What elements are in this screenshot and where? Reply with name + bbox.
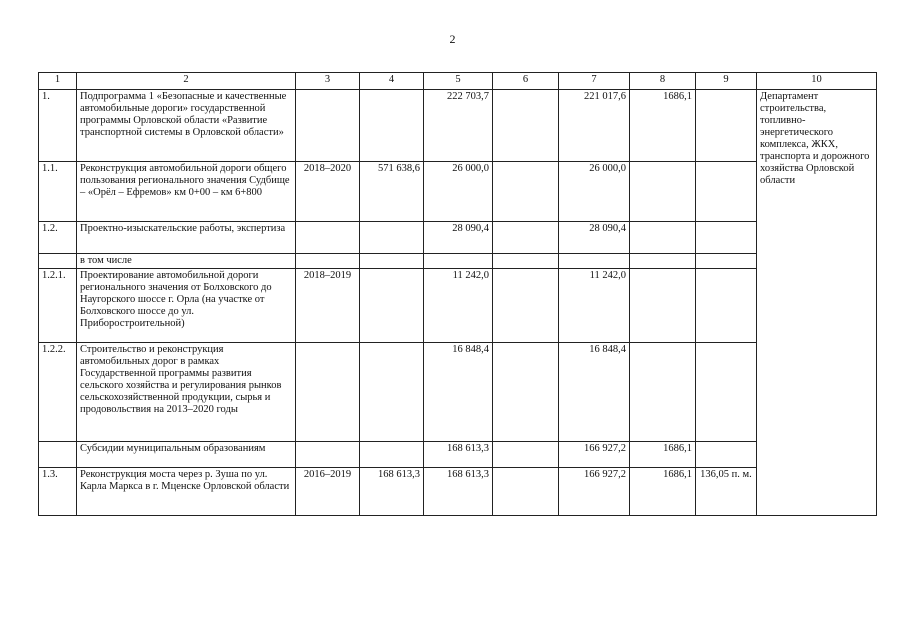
row-col8: 1686,1 bbox=[630, 468, 696, 516]
header-cell: 2 bbox=[77, 73, 296, 90]
row-col6 bbox=[493, 90, 559, 162]
row-col7: 221 017,6 bbox=[559, 90, 630, 162]
row-name: Строительство и реконструкция автомобильных дорог в рамках Государственной программы развития сельского хозяйства и регулирования рынков сельскохозяйственной продукции, сырья и продовольствия на 2013–2020 годы bbox=[77, 343, 296, 442]
row-col6 bbox=[493, 468, 559, 516]
row-col7: 28 090,4 bbox=[559, 222, 630, 254]
table-header-row bbox=[39, 73, 877, 90]
row-col5: 26 000,0 bbox=[424, 162, 493, 222]
row-number: 1.2.1. bbox=[39, 269, 77, 343]
row-period: 2018–2019 bbox=[296, 269, 360, 343]
table-row bbox=[39, 269, 877, 343]
row-name: Субсидии муниципальным образованиям bbox=[77, 442, 296, 468]
row-col4: 571 638,6 bbox=[360, 162, 424, 222]
row-col9 bbox=[696, 442, 757, 468]
row-col5: 11 242,0 bbox=[424, 269, 493, 343]
table-row bbox=[39, 222, 877, 254]
row-col8 bbox=[630, 269, 696, 343]
row-col7: 16 848,4 bbox=[559, 343, 630, 442]
row-number: 1.1. bbox=[39, 162, 77, 222]
row-col4 bbox=[360, 269, 424, 343]
header-cell: 8 bbox=[630, 73, 696, 90]
row-col9 bbox=[696, 254, 757, 269]
row-col9 bbox=[696, 162, 757, 222]
row-col6 bbox=[493, 254, 559, 269]
header-cell: 10 bbox=[757, 73, 877, 90]
row-period: 2018–2020 bbox=[296, 162, 360, 222]
row-col8: 1686,1 bbox=[630, 442, 696, 468]
row-name: Подпрограмма 1 «Безопасные и качественные автомобильные дороги» государственной программы Орловской области «Развитие транспортной системы в Орловской области» bbox=[77, 90, 296, 162]
row-col4: 168 613,3 bbox=[360, 468, 424, 516]
header-cell: 9 bbox=[696, 73, 757, 90]
row-col4 bbox=[360, 254, 424, 269]
row-col6 bbox=[493, 343, 559, 442]
row-name: Реконструкция моста через р. Зуша по ул. Карла Маркса в г. Мценске Орловской области bbox=[77, 468, 296, 516]
header-cell: 5 bbox=[424, 73, 493, 90]
row-col5: 28 090,4 bbox=[424, 222, 493, 254]
row-col9 bbox=[696, 90, 757, 162]
page-number: 2 bbox=[449, 32, 456, 46]
row-col8 bbox=[630, 254, 696, 269]
row-col4 bbox=[360, 90, 424, 162]
row-col6 bbox=[493, 222, 559, 254]
row-period: 2016–2019 bbox=[296, 468, 360, 516]
row-col6 bbox=[493, 269, 559, 343]
row-col7: 26 000,0 bbox=[559, 162, 630, 222]
row-period bbox=[296, 222, 360, 254]
row-col8: 1686,1 bbox=[630, 90, 696, 162]
table-row bbox=[39, 162, 877, 222]
row-number bbox=[39, 254, 77, 269]
responsible-department: Департамент строительства, топливно-энергетического комплекса, ЖКХ, транспорта и дорожного хозяйства Орловской области bbox=[757, 90, 877, 516]
row-col7: 166 927,2 bbox=[559, 442, 630, 468]
row-number: 1.2.2. bbox=[39, 343, 77, 442]
row-col5: 168 613,3 bbox=[424, 442, 493, 468]
table-row bbox=[39, 90, 877, 162]
row-name: в том числе bbox=[77, 254, 296, 269]
header-cell: 4 bbox=[360, 73, 424, 90]
header-cell: 6 bbox=[493, 73, 559, 90]
row-number: 1.3. bbox=[39, 468, 77, 516]
row-col6 bbox=[493, 162, 559, 222]
row-col8 bbox=[630, 222, 696, 254]
row-col9 bbox=[696, 343, 757, 442]
row-name: Реконструкция автомобильной дороги общего пользования регионального значения Судбище – «Орёл – Ефремов» км 0+00 – км 6+800 bbox=[77, 162, 296, 222]
budget-table bbox=[38, 72, 877, 516]
row-col8 bbox=[630, 162, 696, 222]
row-col6 bbox=[493, 442, 559, 468]
header-cell: 3 bbox=[296, 73, 360, 90]
table-row bbox=[39, 343, 877, 442]
row-col5 bbox=[424, 254, 493, 269]
row-name: Проектирование автомобильной дороги регионального значения от Болховского до Наугорского шоссе г. Орла (на участке от Болховского шоссе до ул. Приборостроительной) bbox=[77, 269, 296, 343]
row-col7: 166 927,2 bbox=[559, 468, 630, 516]
row-col4 bbox=[360, 343, 424, 442]
row-col7 bbox=[559, 254, 630, 269]
row-col4 bbox=[360, 222, 424, 254]
row-name: Проектно-изыскательские работы, экспертиза bbox=[77, 222, 296, 254]
row-col9: 136,05 п. м. bbox=[696, 468, 757, 516]
row-number: 1.2. bbox=[39, 222, 77, 254]
row-period bbox=[296, 343, 360, 442]
header-cell: 1 bbox=[39, 73, 77, 90]
header-cell: 7 bbox=[559, 73, 630, 90]
row-period bbox=[296, 254, 360, 269]
row-period bbox=[296, 90, 360, 162]
row-col9 bbox=[696, 222, 757, 254]
row-col5: 16 848,4 bbox=[424, 343, 493, 442]
table-row bbox=[39, 442, 877, 468]
row-col7: 11 242,0 bbox=[559, 269, 630, 343]
row-col5: 222 703,7 bbox=[424, 90, 493, 162]
row-col4 bbox=[360, 442, 424, 468]
row-col8 bbox=[630, 343, 696, 442]
row-number: 1. bbox=[39, 90, 77, 162]
row-col5: 168 613,3 bbox=[424, 468, 493, 516]
row-period bbox=[296, 442, 360, 468]
row-number bbox=[39, 442, 77, 468]
row-col9 bbox=[696, 269, 757, 343]
table-row bbox=[39, 468, 877, 516]
table-row bbox=[39, 254, 877, 269]
